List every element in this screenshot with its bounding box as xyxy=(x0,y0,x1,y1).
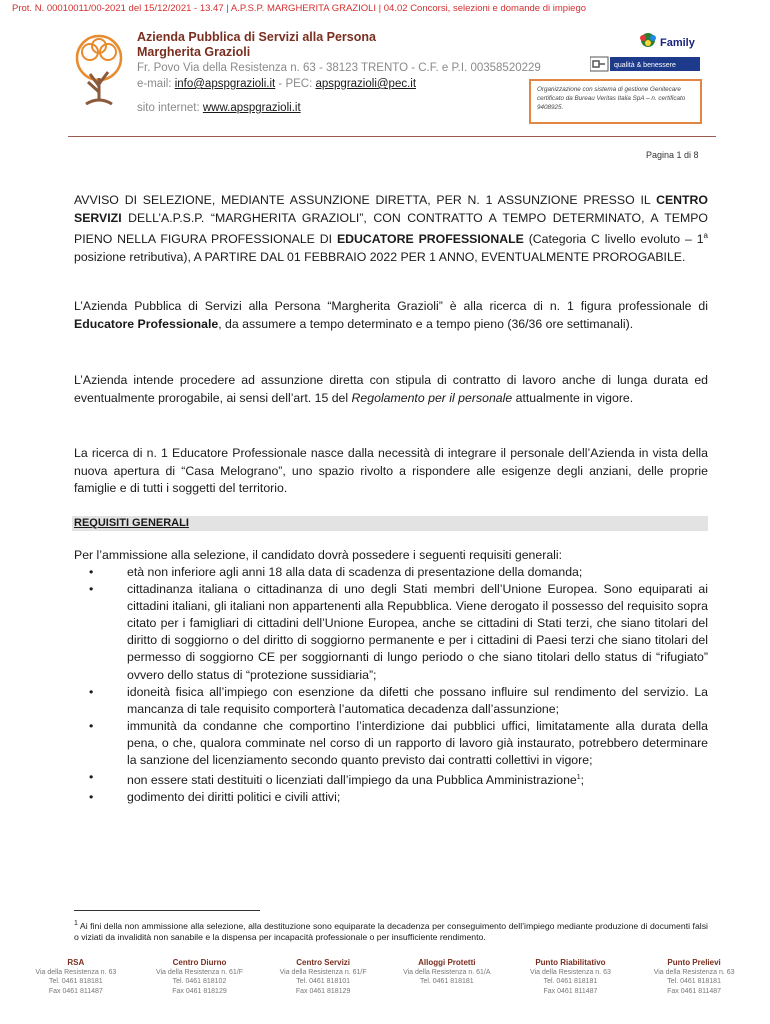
footer-centro-servizi: Centro Servizi Via della Resistenza n. 61/F Tel. 0461 818101 Fax 0461 818129 xyxy=(279,958,367,995)
list-item: • godimento dei diritti politici e civili attivi; xyxy=(89,789,708,806)
org-website xyxy=(137,101,541,116)
paragraph-casa-melograno: La ricerca di n. 1 Educatore Professionale nasce dalla necessità di integrare il personale dell’Azienda in vista della nuova apertura di “Casa Melograno”, uno spazio rivolto a rispondere alle esigenze degli anziani, delle proprie famiglie e di tutti i soggetti del territorio. xyxy=(74,446,708,496)
org-name-line2: Margherita Grazioli xyxy=(137,45,251,59)
email-label: e-mail: xyxy=(137,78,175,90)
header-divider xyxy=(68,136,716,137)
requirements-intro: Per l’ammissione alla selezione, il candidato dovrà possedere i seguenti requisiti generali: xyxy=(74,548,563,562)
bullet-icon: • xyxy=(89,684,94,699)
list-item: • idoneità fisica all’impiego con esenzione da difetti che possano influire sul rendimento del servizio. La mancanza di tale requisito comporterà l’automatica decadenza dall’assunzione; xyxy=(89,684,708,716)
footer-services xyxy=(0,958,770,996)
org-address: Fr. Povo Via della Resistenza n. 63 - 38123 TRENTO - C.F. e P.I. 00358520229 xyxy=(137,62,541,74)
notice-title: AVVISO DI SELEZIONE, MEDIANTE ASSUNZIONE DIRETTA, PER N. 1 ASSUNZIONE PRESSO IL CENTRO SERVIZI DELL’A.P.S.P. “MARGHERITA GRAZIOLI”, CON CONTRATTO A TEMPO DETERMINATO, A TEMPO PIENO NELLA FIGURA PROFESSIONALE DI EDUCATORE PROFESSIONALE (Categoria C livello evoluto – 1$^a$ posizione retributiva), A PARTIRE DAL 01 FEBBRAIO 2022 PER 1 ANNO, EVENTUALMENTE PROROGABILE. xyxy=(74,193,708,264)
certification-box: Organizzazione con sistema di gestione Genitecare certificato da Bureau Veritas Italia SpA – n. certificato 9408925. xyxy=(529,79,702,124)
bullet-icon: • xyxy=(89,770,94,785)
paragraph-direct-hire: L’Azienda intende procedere ad assunzione diretta con stipula di contratto di lavoro anche di lunga durata ed eventualmente prorogabile, ai sensi dell’art. 15 del Regolamento per il personale attualmente in vigore. xyxy=(74,373,708,405)
page-number: Pagina 1 di 8 xyxy=(646,150,699,160)
quality-logo-text: qualità & benessere xyxy=(614,62,676,69)
pec-link[interactable]: apspgrazioli@pec.it xyxy=(315,78,417,90)
organization-info xyxy=(137,30,541,116)
bullet-icon: • xyxy=(89,718,94,733)
list-item: • cittadinanza italiana o cittadinanza di uno degli Stati membri dell’Unione Europea. Sono equiparati ai cittadini italiani, gli italiani non appartenenti alla Repubblica. Viene derogato il possesso del requisito sopra citato per i famigliari di cittadini dell’Unione Europea, anche se cittadini di Stati terzi, che siano titolari del diritto di soggiorno o del diritto di soggiorno permanente e per i cittadini di Paesi terzi che siano titolari del permesso di soggiorno CE per soggiornanti di lungo periodo o che siano titolari dello status di “rifugiato” ovvero dello status di “protezione sussidiaria”; xyxy=(89,582,708,682)
website-link[interactable]: www.apspgrazioli.it xyxy=(202,102,301,114)
requirements-list xyxy=(89,564,708,806)
footer-rsa: RSA Via della Resistenza n. 63 Tel. 0461 818181 Fax 0461 811487 xyxy=(35,958,117,995)
bullet-icon: • xyxy=(89,565,94,579)
footer-punto-riabilitativo: Punto Riabilitativo Via della Resistenza n. 63 Tel. 0461 818181 Fax 0461 811487 xyxy=(530,958,611,995)
footnote: $^1$ Ai fini della non ammissione alla selezione, alla destituzione sono equiparate la decadenza per conseguimento dell’impiego mediante produzione di documenti falsi o viziati da invalidità non sanabile e la dispensa per incapacità professionale o per insufficiente rendimento. xyxy=(74,920,708,943)
footnote-ref[interactable]: 1 xyxy=(576,774,581,782)
org-contacts xyxy=(137,77,541,92)
bullet-icon: • xyxy=(89,790,94,805)
pec-label: - PEC: xyxy=(275,78,316,90)
tree-logo xyxy=(70,34,128,110)
list-item: • età non inferiore agli anni 18 alla data di scadenza di presentazione della domanda; xyxy=(89,564,708,581)
site-label: sito internet: xyxy=(137,102,203,114)
footnote-divider xyxy=(74,910,260,911)
bullet-icon: • xyxy=(89,582,94,597)
footer-centro-diurno: Centro Diurno Via della Resistenza n. 61/F Tel. 0461 818102 Fax 0461 818129 xyxy=(155,958,243,995)
list-item: • immunità da condanne che comportino l’interdizione dai pubblici uffici, limitatamente alla durata della pena, o che, qualora comminate nel corso di un rapporto di lavoro già instaurato, potrebbero determinare la sanzione del licenziamento secondo quanto previsto dai contratti collettivi in vigore; xyxy=(89,718,708,768)
quality-wellbeing-logo xyxy=(590,55,700,73)
section-heading-requirements: REQUISITI GENERALI xyxy=(72,516,708,531)
org-name-line1: Azienda Pubblica di Servizi alla Persona xyxy=(137,30,376,44)
protocol-stamp: Prot. N. 00010011/00-2021 del 15/12/2021 - 13.47 | A.P.S.P. MARGHERITA GRAZIOLI | 04.02 Concorsi, selezioni e domande di impiego xyxy=(12,3,587,14)
footer-alloggi-protetti: Alloggi Protetti Via della Resistenza n. 61/A Tel. 0461 818181 xyxy=(403,958,491,985)
list-item: • non essere stati destituiti o licenziati dall’impiego da una Pubblica Amministrazione$^1$; xyxy=(89,770,585,788)
family-logo-text: Family xyxy=(660,37,695,49)
footer-punto-prelievi: Punto Prelievi Via della Resistenza n. 63 Tel. 0461 818181 Fax 0461 811487 xyxy=(653,958,735,995)
paragraph-search: L’Azienda Pubblica di Servizi alla Persona “Margherita Grazioli” è alla ricerca di n. 1 figura professionale di Educatore Professionale, da assumere a tempo determinato e a tempo pieno (36/36 ore settimanali). xyxy=(74,299,708,331)
email-link[interactable]: info@apspgrazioli.it xyxy=(174,78,276,90)
